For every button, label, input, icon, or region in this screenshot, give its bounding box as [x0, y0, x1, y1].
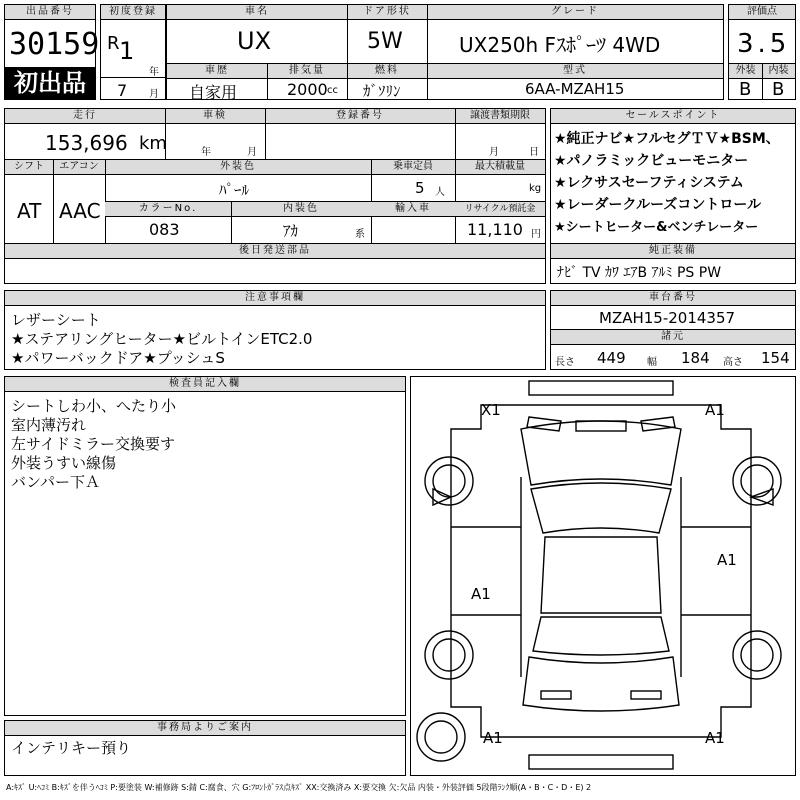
damage-mark-rear-right: A1: [705, 729, 725, 747]
inspection-year-unit: 年: [201, 147, 211, 158]
equipment-list: ﾅﾋﾞ TV ｶﾜ ｴｱB ｱﾙﾐ PS PW: [557, 265, 722, 281]
length: 449: [597, 349, 626, 367]
mileage: 153,696: [45, 131, 128, 155]
door-label: ドア形状: [347, 5, 427, 20]
sales-point-item: ★パノラミックビューモニター: [554, 153, 749, 169]
inspector-line: 外装うすい線傷: [11, 454, 117, 472]
interior-color-suffix: 系: [355, 229, 365, 240]
exterior-color-label: 外装色: [105, 160, 371, 175]
door-type: 5W: [367, 29, 403, 54]
sales-points-box: [550, 108, 796, 284]
exterior-grade: B: [739, 79, 752, 100]
first-listing-badge: 初出品: [5, 67, 95, 99]
grade: UX250h Fｽﾎﾟｰﾂ 4WD: [459, 33, 661, 57]
capacity-label: 乗車定員: [371, 160, 455, 175]
lot-number: 30159: [9, 27, 100, 62]
later-parts-label: 後日発送部品: [5, 244, 545, 259]
recycle-fee: 11,110: [467, 220, 523, 239]
registration-year: 1: [119, 37, 135, 65]
width-label: 幅: [647, 357, 657, 368]
shift: AT: [17, 199, 42, 223]
specs-label: 諸元: [551, 330, 795, 345]
color-number: 083: [149, 220, 180, 239]
sales-point-item: ★レーダークルーズコントロール: [554, 197, 762, 213]
chassis-box: [550, 290, 796, 370]
interior-color-label: 内装色: [231, 202, 371, 217]
sales-points-label: セールスポイント: [551, 109, 795, 124]
displacement: 2000: [287, 80, 328, 99]
sales-point-item: ★シートヒーター&ベンチレーター: [554, 220, 759, 235]
interior-grade-label: 内装: [762, 64, 795, 79]
recycle-unit: 円: [531, 229, 541, 240]
lot-number-box: [4, 4, 100, 100]
legend: A:ｷｽﾞ U:ﾍｺﾐ B:ｷｽﾞを伴うﾍｺﾐ P:要塗装 W:補修跡 S:錆 C:腐食、穴 G:ﾌﾛﾝﾄｶﾞﾗｽ点ｷｽﾞ XX:交換済み X:要交換 欠:欠品 内装・外装評価 5段階ﾗﾝｸ順(A・B・C・D・E) 2: [6, 783, 592, 792]
sales-point-item: ★レクサスセーフティシステム: [554, 175, 744, 191]
grade-label: グレード: [427, 5, 723, 20]
car-info-box: [166, 4, 724, 100]
score-label: 評価点: [729, 5, 795, 20]
model-label: 型式: [427, 64, 723, 79]
equipment-label: 純正装備: [551, 244, 795, 259]
interior-grade: B: [772, 79, 785, 100]
score-box: [728, 4, 796, 100]
first-registration-box: [100, 4, 166, 100]
note-line: レザーシート: [11, 311, 101, 329]
length-label: 長さ: [555, 357, 575, 368]
width: 184: [681, 349, 710, 367]
damage-mark-front-right: A1: [705, 401, 725, 419]
chassis-number-label: 車台番号: [551, 291, 795, 306]
notes-label: 注意事項欄: [5, 291, 545, 306]
height: 154: [761, 349, 790, 367]
car-diagram: [411, 377, 795, 775]
damage-mark-front-left: X1: [481, 401, 501, 419]
transfer-month-unit: 月: [489, 147, 499, 158]
max-load-label: 最大積載量: [455, 160, 545, 175]
month-unit: 月: [149, 89, 159, 100]
inspection-label: 車検: [165, 109, 265, 124]
inspector-line: 左サイドミラー交換要す: [11, 435, 175, 453]
aircon: AAC: [59, 199, 101, 223]
history-label: 車歴: [167, 64, 267, 79]
transfer-day-unit: 日: [529, 147, 539, 158]
office-label: 事務局よりご案内: [5, 721, 405, 736]
office-box: [4, 720, 406, 776]
car-diagram-box: [410, 376, 796, 776]
displacement-unit: cc: [327, 85, 338, 96]
inspector-line: シートしわ小、へたり小: [11, 397, 177, 415]
registration-number-label: 登録番号: [265, 109, 455, 124]
inspector-line: バンパー下Ａ: [11, 473, 100, 491]
aircon-label: エアコン: [53, 160, 105, 175]
vehicle-detail-box: [4, 108, 546, 284]
displacement-label: 排気量: [267, 64, 347, 79]
damage-mark-left-side: A1: [471, 585, 491, 603]
era: R: [107, 33, 120, 54]
max-load-unit: kg: [529, 183, 542, 194]
inspector-line: 室内薄汚れ: [11, 416, 87, 434]
color-number-label: カラーNo.: [105, 202, 231, 217]
fuel: ｶﾞｿﾘﾝ: [363, 82, 401, 100]
shift-label: シフト: [5, 160, 53, 175]
inspector-label: 検査員記入欄: [5, 377, 405, 392]
car-name: UX: [237, 27, 272, 55]
import-label: 輸入車: [371, 202, 455, 217]
fuel-label: 燃料: [347, 64, 427, 79]
height-label: 高さ: [723, 357, 743, 368]
chassis-number: MZAH15-2014357: [599, 309, 736, 327]
sales-point-item: ★純正ナビ★フルセグＴＶ★BSM、: [554, 131, 780, 147]
exterior-color: ﾊﾟｰﾙ: [219, 181, 250, 199]
exterior-grade-label: 外装: [729, 64, 762, 79]
interior-color: ｱｶ: [283, 222, 299, 240]
model-code: 6AA-MZAH15: [525, 80, 625, 98]
recycle-label: リサイクル預託金: [455, 202, 545, 217]
lot-number-label: 出品番号: [5, 5, 95, 20]
note-line: ★ステアリングヒーター★ビルトインETC2.0: [11, 330, 313, 348]
damage-mark-right-side: A1: [717, 551, 737, 569]
registration-month: 7: [117, 81, 128, 100]
notes-box: [4, 290, 546, 370]
score: 3.5: [737, 29, 791, 59]
mileage-unit: km: [139, 133, 167, 154]
year-unit: 年: [149, 67, 159, 78]
first-registration-label: 初度登録: [101, 5, 165, 20]
note-line: ★パワーバックドア★プッシュS: [11, 349, 225, 367]
inspection-month-unit: 月: [247, 147, 257, 158]
capacity: 5: [415, 179, 425, 197]
car-name-label: 車名: [167, 5, 347, 20]
capacity-unit: 人: [435, 187, 445, 198]
office-text: インテリキー預り: [11, 739, 132, 757]
transfer-deadline-label: 譲渡書類期限: [455, 109, 545, 124]
inspector-box: [4, 376, 406, 716]
vehicle-history: 自家用: [189, 83, 238, 102]
damage-mark-rear-left: A1: [483, 729, 503, 747]
mileage-label: 走行: [5, 109, 165, 124]
